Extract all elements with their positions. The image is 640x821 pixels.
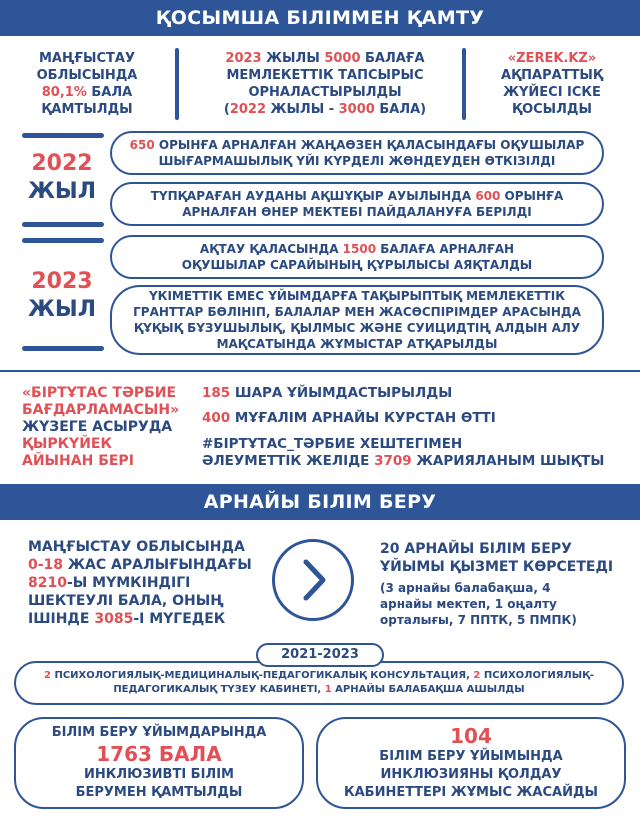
- box-line: БЕРУМЕН ҚАМТЫЛДЫ: [75, 785, 243, 800]
- event-line: 650 ОРЫНҒА АРНАЛҒАН ЖАҢАӨЗЕН ҚАЛАСЫНДАҒЫ ОҚУШЫЛАР: [129, 138, 585, 152]
- special-line: ҰЙЫМЫ ҚЫЗМЕТ КӨРСЕТЕДІ: [380, 559, 614, 575]
- period-line: 2 ПСИХОЛОГИЯЛЫҚ-МЕДИЦИНАЛЫҚ-ПЕДАГОГИКАЛЫҚ КОНСУЛЬТАЦИЯ, 2 ПСИХОЛОГИЯЛЫҚ-: [44, 670, 594, 681]
- program-title-line: «БІРТҰТАС ТӘРБИЕ: [22, 385, 177, 401]
- box-line: ИНКЛЮЗИВТІ БІЛІМ: [83, 767, 234, 782]
- divider: [462, 48, 466, 120]
- special-line: ІШІНДЕ 3085-І МҮГЕДЕК: [28, 611, 226, 627]
- program-stat-line: #БІРТҰТАС_ТӘРБИЕ ХЕШТЕГІМЕН: [202, 436, 463, 452]
- special-line: ШЕКТЕУЛІ БАЛА, ОНЫҢ: [28, 593, 224, 609]
- timeline-bar: [22, 222, 104, 227]
- event-line: ТҮПҚАРАҒАН АУДАНЫ АҚШҰҚЫР АУЫЛЫНДА 600 ОРЫНҒА: [150, 189, 564, 203]
- event-line: МАҚСАТЫНДА ЖҰМЫСТАР АТҚАРЫЛДЫ: [216, 337, 498, 351]
- special-orgs-breakdown: [380, 580, 630, 628]
- stat-coverage-line: ОБЛЫСЫНДА: [36, 68, 138, 83]
- event-2023-ngo-grants: [110, 285, 604, 355]
- section-separator: [0, 370, 640, 372]
- program-title-line: ЖҮЗЕГЕ АСЫРУДА: [22, 419, 173, 435]
- stat-coverage: [12, 50, 162, 118]
- box-line: КАБИНЕТТЕРІ ЖҰМЫС ЖАСАЙДЫ: [343, 785, 599, 800]
- timeline-bar: [22, 238, 104, 243]
- event-line: ГРАНТТАР БӨЛІНІП, БАЛАЛАР МЕН ЖАСӨСПІРІМДЕР АРАСЫНДА: [133, 305, 581, 319]
- program-title-line: БАҒДАРЛАМАСЫН»: [22, 402, 180, 418]
- event-line: АҚТАУ ҚАЛАСЫНДА 1500 БАЛАҒА АРНАЛҒАН: [199, 242, 515, 256]
- stat-coverage-line: ҚАМТЫЛДЫ: [41, 102, 133, 117]
- stat-state-order-line: ОРНАЛАСТЫРЫЛДЫ: [248, 85, 402, 100]
- chevron-right-icon: [272, 539, 354, 621]
- box-number: 1763 БАЛА: [96, 742, 222, 766]
- special-line: МАҢҒЫСТАУ ОБЛЫСЫНДА: [28, 539, 245, 555]
- event-2023-student-palace: [110, 235, 604, 279]
- special-breakdown-line: арнайы мектеп, 1 оңалту: [380, 597, 557, 611]
- special-breakdown-line: (3 арнайы балабақша, 4: [380, 581, 551, 595]
- box-line: ИНКЛЮЗИЯНЫ ҚОЛДАУ: [380, 767, 562, 782]
- zerek-name: «ZEREK.KZ»: [507, 51, 597, 66]
- program-title-line: АЙЫНАН БЕРІ: [22, 453, 134, 469]
- timeline-bar: [22, 133, 104, 138]
- stat-coverage-line: МАҢҒЫСТАУ: [38, 51, 136, 66]
- year-2023-label: [14, 268, 110, 324]
- program-stat-events: 185 ШАРА ҰЙЫМДАСТЫРЫЛДЫ: [202, 385, 453, 401]
- event-line: ҚҰҚЫҚ БҰЗУШЫЛЫҚ, ҚЫЛМЫС ЖӘНЕ СУИЦИДТІҢ АЛДЫН АЛУ: [133, 321, 581, 335]
- program-stat-posts: [202, 436, 632, 470]
- timeline-bar: [22, 346, 104, 351]
- period-openings: [14, 661, 624, 705]
- special-line: 0-18 ЖАС АРАЛЫҒЫНДАҒЫ: [28, 557, 252, 573]
- event-2022-art-school: [110, 182, 604, 226]
- year-number: 2022: [31, 151, 93, 176]
- event-line: ШЫҒАРМАШЫЛЫҚ ҮЙІ КҮРДЕЛІ ЖӨНДЕУДЕН ӨТКІЗІЛДІ: [158, 154, 556, 168]
- stat-state-order: [190, 50, 460, 118]
- special-breakdown-line: орталығы, 7 ППТК, 5 ПМПК): [380, 613, 577, 627]
- event-line: ОҚУШЫЛАР САРАЙЫНЫҢ ҚҰРЫЛЫСЫ АЯҚТАЛДЫ: [181, 258, 533, 272]
- program-stat-line: ӘЛЕУМЕТТІК ЖЕЛІДЕ 3709 ЖАРИЯЛАНЫМ ШЫҚТЫ: [202, 453, 605, 469]
- inclusive-children-box: [14, 717, 304, 809]
- special-line: 20 АРНАЙЫ БІЛІМ БЕРУ: [380, 541, 572, 557]
- year-number: 2023: [31, 269, 93, 294]
- stat-zerek-system: [472, 50, 632, 118]
- year-word: ЖЫЛ: [28, 179, 96, 204]
- stat-state-order-line: 2023 ЖЫЛЫ 5000 БАЛАҒА: [225, 51, 425, 66]
- stat-state-order-line: МЕМЛЕКЕТТІК ТАПСЫРЫС: [226, 68, 424, 83]
- divider: [175, 48, 179, 120]
- stat-state-order-line: (2022 ЖЫЛЫ - 3000 БАЛА): [223, 102, 427, 117]
- stat-zerek-line: АҚПАРАТТЫҚ: [501, 68, 603, 83]
- stat-zerek-line: ҚОСЫЛДЫ: [512, 102, 592, 117]
- inclusion-cabinets-box: [316, 717, 626, 809]
- program-stat-teachers: 400 МҰҒАЛІМ АРНАЙЫ КУРСТАН ӨТТІ: [202, 410, 496, 426]
- program-title-line: ҚЫРКҮЙЕК: [22, 436, 112, 452]
- stat-coverage-value: 80,1% БАЛА: [41, 85, 133, 100]
- event-line: АРНАЛҒАН ӨНЕР МЕКТЕБІ ПАЙДАЛАНУҒА БЕРІЛДІ: [182, 205, 532, 219]
- special-line: 8210-Ы МҮМКІНДІГІ: [28, 575, 191, 591]
- stat-zerek-line: ЖҮЙЕСІ ІСКЕ: [503, 85, 601, 100]
- period-text: 2021-2023: [281, 647, 359, 662]
- chevron-right-icon-svg: [275, 542, 351, 618]
- special-orgs-stat: [380, 540, 630, 576]
- event-2022-creative-house: [110, 131, 604, 175]
- event-line: ҮКІМЕТТІК ЕМЕС ҰЙЫМДАРҒА ТАҚЫРЫПТЫҚ МЕМЛЕКЕТТІК: [148, 289, 566, 303]
- box-number: 104: [450, 724, 492, 748]
- period-badge: [256, 643, 384, 667]
- year-2022-label: [14, 150, 110, 206]
- year-word: ЖЫЛ: [28, 297, 96, 322]
- box-line: БІЛІМ БЕРУ ҰЙЫМЫНДА: [379, 749, 563, 764]
- program-title: [22, 385, 202, 470]
- section-title-special-education: АРНАЙЫ БІЛІМ БЕРУ: [0, 484, 640, 520]
- section-title-additional-education: ҚОСЫМША БІЛІММЕН ҚАМТУ: [0, 0, 640, 36]
- special-children-stat: [28, 538, 268, 628]
- period-line: ПЕДАГОГИКАЛЫҚ ТҮЗЕУ КАБИНЕТІ, 1 АРНАЙЫ БАЛАБАҚША АШЫЛДЫ: [113, 684, 525, 695]
- box-line: БІЛІМ БЕРУ ҰЙЫМДАРЫНДА: [51, 725, 267, 740]
